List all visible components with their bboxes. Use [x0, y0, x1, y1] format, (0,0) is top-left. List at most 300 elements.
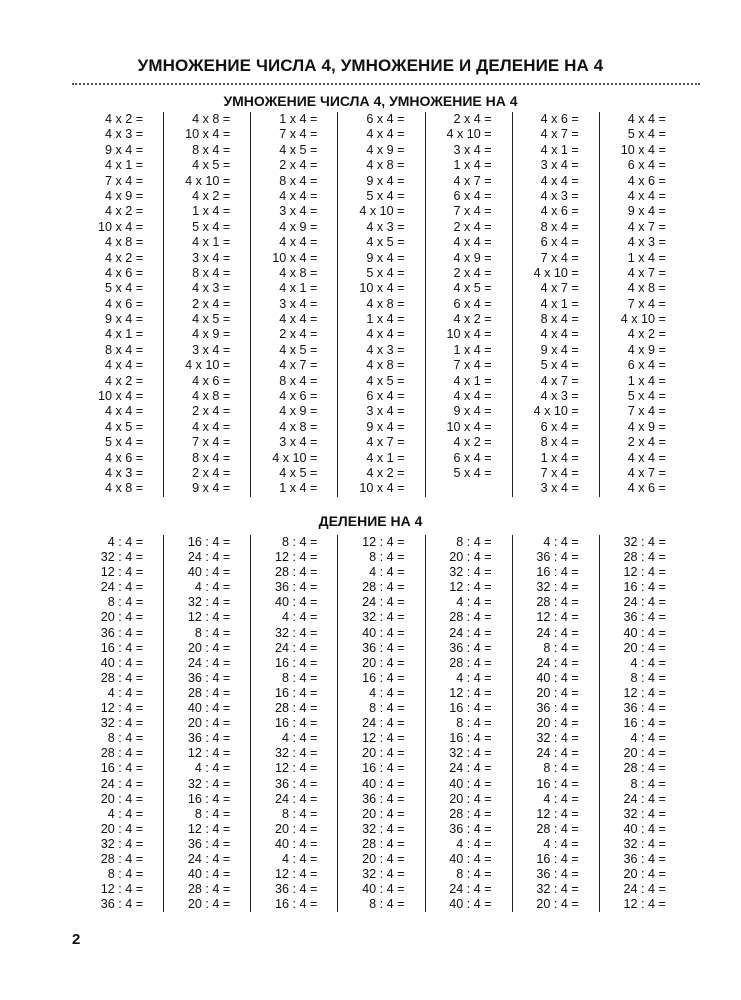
exercise-item: 12 : 4 = — [100, 565, 144, 580]
exercise-item: 16 : 4 = — [362, 761, 405, 776]
exercise-item: 12 : 4 = — [362, 731, 405, 746]
exercise-item: 5 x 4 = — [453, 465, 492, 480]
division-grid — [76, 535, 686, 912]
exercise-item: 4 x 4 = — [192, 419, 231, 434]
exercise-item: 2 x 4 = — [627, 435, 666, 450]
exercise-item: 6 x 4 = — [366, 112, 405, 126]
exercise-item: 4 x 4 = — [279, 188, 318, 203]
exercise-item: 40 : 4 = — [536, 670, 579, 685]
division-heading: ДЕЛЕНИЕ НА 4 — [318, 513, 423, 529]
exercise-item: 8 : 4 = — [456, 535, 492, 549]
exercise-item: 36 : 4 = — [362, 791, 405, 806]
exercise-item: 8 x 4 = — [540, 435, 579, 450]
exercise-item: 9 x 4 = — [540, 342, 579, 357]
exercise-item: 24 : 4 = — [275, 791, 318, 806]
multiplication-column — [512, 112, 599, 497]
exercise-item: 5 x 4 = — [366, 188, 405, 203]
exercise-item: 28 : 4 = — [536, 821, 579, 836]
exercise-item: 6 x 4 = — [540, 235, 579, 250]
exercise-item: 4 x 10 = — [620, 312, 666, 327]
exercise-item: 4 x 2 = — [366, 465, 405, 480]
exercise-item: 4 x 6 = — [104, 450, 144, 465]
exercise-item: 4 x 5 = — [192, 158, 231, 173]
exercise-item: 9 x 4 = — [104, 312, 144, 327]
exercise-item: 4 x 7 = — [627, 265, 666, 280]
exercise-item: 40 : 4 = — [100, 655, 144, 670]
exercise-item: 40 : 4 = — [275, 836, 318, 851]
exercise-item: 4 : 4 = — [282, 610, 318, 625]
exercise-item: 40 : 4 = — [449, 851, 492, 866]
exercise-item: 1 x 4 = — [192, 204, 231, 219]
exercise-item: 4 x 5 = — [279, 465, 318, 480]
exercise-item: 4 x 8 = — [279, 419, 318, 434]
exercise-item: 10 x 4 = — [620, 142, 666, 157]
exercise-item: 5 x 4 = — [627, 127, 666, 142]
exercise-item: 12 : 4 = — [536, 610, 579, 625]
exercise-item: 6 x 4 = — [627, 158, 666, 173]
exercise-item: 32 : 4 = — [536, 882, 579, 897]
exercise-item: 16 : 4 = — [536, 776, 579, 791]
exercise-item: 4 x 2 = — [104, 250, 144, 265]
exercise-item: 4 x 8 = — [366, 158, 405, 173]
exercise-item: 20 : 4 = — [623, 746, 666, 761]
exercise-item: 16 : 4 = — [623, 580, 666, 595]
exercise-item: 1 x 4 = — [279, 481, 318, 496]
exercise-item: 4 x 4 = — [627, 188, 666, 203]
exercise-item: 12 : 4 = — [449, 580, 492, 595]
exercise-item: 28 : 4 = — [275, 701, 318, 716]
exercise-item: 3 x 4 = — [192, 342, 231, 357]
exercise-item: 8 : 4 = — [107, 867, 144, 882]
exercise-item: 4 x 5 = — [279, 342, 318, 357]
exercise-item: 4 x 1 = — [540, 296, 579, 311]
exercise-item: 32 : 4 = — [100, 836, 144, 851]
exercise-item: 1 x 4 = — [279, 112, 318, 126]
exercise-item: 8 : 4 = — [456, 867, 492, 882]
exercise-item: 4 x 7 = — [627, 219, 666, 234]
exercise-item: 5 x 4 = — [540, 358, 579, 373]
exercise-item: 12 : 4 = — [362, 535, 405, 549]
page-number: 2 — [72, 931, 81, 948]
exercise-item: 16 : 4 = — [536, 565, 579, 580]
exercise-item: 6 x 4 = — [366, 389, 405, 404]
exercise-item: 4 x 2 = — [104, 373, 144, 388]
exercise-item: 4 x 10 = — [272, 450, 318, 465]
exercise-item: 8 : 4 = — [543, 761, 579, 776]
exercise-item: 4 : 4 = — [456, 836, 492, 851]
exercise-item: 4 x 1 = — [366, 450, 405, 465]
exercise-item: 20 : 4 = — [623, 640, 666, 655]
multiplication-column — [76, 112, 163, 497]
exercise-item: 32 : 4 = — [362, 821, 405, 836]
exercise-item: 32 : 4 = — [100, 716, 144, 731]
exercise-item: 4 x 6 = — [279, 389, 318, 404]
exercise-item: 24 : 4 = — [449, 761, 492, 776]
exercise-item: 12 : 4 = — [187, 746, 231, 761]
exercise-item: 12 : 4 = — [100, 701, 144, 716]
exercise-item: 9 x 4 = — [453, 404, 492, 419]
exercise-item: 20 : 4 = — [536, 716, 579, 731]
exercise-item: 28 : 4 = — [100, 851, 144, 866]
exercise-item: 36 : 4 = — [536, 550, 579, 565]
exercise-item: 9 x 4 = — [366, 173, 405, 188]
exercise-item: 12 : 4 = — [449, 685, 492, 700]
exercise-item: 1 x 4 = — [453, 158, 492, 173]
exercise-item: 20 : 4 = — [100, 791, 144, 806]
exercise-item: 4 : 4 = — [456, 595, 492, 610]
page-title: УМНОЖЕНИЕ ЧИСЛА 4, УМНОЖЕНИЕ И ДЕЛЕНИЕ НА 4 — [137, 56, 604, 75]
exercise-item: 24 : 4 = — [100, 776, 144, 791]
exercise-item: 20 : 4 = — [362, 851, 405, 866]
exercise-item: 4 x 9 = — [627, 342, 666, 357]
exercise-item: 4 x 10 = — [533, 265, 579, 280]
exercise-item: 4 x 10 = — [185, 358, 231, 373]
exercise-item: 4 x 5 = — [366, 373, 405, 388]
exercise-item: 20 : 4 = — [100, 610, 144, 625]
division-column — [512, 535, 599, 912]
division-column — [250, 535, 337, 912]
exercise-item: 16 : 4 = — [536, 851, 579, 866]
exercise-item: 4 x 7 = — [540, 281, 579, 296]
multiplication-column — [425, 112, 512, 497]
exercise-item: 4 x 9 = — [366, 142, 405, 157]
exercise-item: 20 : 4 = — [449, 550, 492, 565]
exercise-item: 36 : 4 = — [536, 701, 579, 716]
exercise-item: 24 : 4 = — [187, 550, 231, 565]
exercise-item: 40 : 4 = — [187, 701, 231, 716]
exercise-item: 4 x 4 = — [279, 312, 318, 327]
exercise-item: 4 x 4 = — [627, 450, 666, 465]
exercise-item: 2 x 4 = — [279, 327, 318, 342]
exercise-item: 40 : 4 = — [362, 776, 405, 791]
exercise-item: 8 x 4 = — [279, 173, 318, 188]
exercise-item: 4 x 8 = — [104, 481, 144, 496]
exercise-item: 4 x 3 = — [192, 281, 231, 296]
exercise-item: 4 x 4 = — [366, 127, 405, 142]
exercise-item: 12 : 4 = — [275, 867, 318, 882]
exercise-item: 9 x 4 = — [366, 419, 405, 434]
exercise-item: 4 x 4 = — [104, 404, 144, 419]
division-column — [76, 535, 163, 912]
exercise-item: 4 x 8 = — [366, 358, 405, 373]
exercise-item: 3 x 4 = — [366, 404, 405, 419]
exercise-item: 10 x 4 = — [272, 250, 318, 265]
exercise-item: 4 x 8 = — [627, 281, 666, 296]
exercise-item: 40 : 4 = — [362, 625, 405, 640]
exercise-item: 2 x 4 = — [453, 112, 492, 126]
exercise-item: 32 : 4 = — [275, 625, 318, 640]
exercise-item: 4 x 3 = — [104, 127, 144, 142]
exercise-item: 36 : 4 = — [100, 897, 144, 912]
exercise-item: 4 x 3 = — [627, 235, 666, 250]
exercise-item: 8 x 4 = — [279, 373, 318, 388]
exercise-item: 4 x 6 = — [192, 373, 231, 388]
multiplication-column — [250, 112, 337, 497]
exercise-item: 32 : 4 = — [623, 535, 666, 549]
exercise-item: 2 x 4 = — [192, 465, 231, 480]
exercise-item: 4 x 7 = — [540, 373, 579, 388]
exercise-item: 6 x 4 = — [453, 296, 492, 311]
exercise-item: 12 : 4 = — [187, 610, 231, 625]
exercise-item: 3 x 4 = — [192, 250, 231, 265]
exercise-item: 16 : 4 = — [275, 897, 318, 912]
exercise-item: 28 : 4 = — [449, 806, 492, 821]
exercise-item: 28 : 4 = — [362, 580, 405, 595]
exercise-item: 36 : 4 = — [100, 625, 144, 640]
exercise-item: 1 x 4 = — [453, 342, 492, 357]
exercise-item: 4 x 9 = — [279, 219, 318, 234]
exercise-item: 9 x 4 = — [366, 250, 405, 265]
exercise-item: 4 : 4 = — [282, 851, 318, 866]
exercise-item: 10 x 4 = — [446, 419, 492, 434]
exercise-item: 6 x 4 = — [453, 188, 492, 203]
exercise-item: 1 x 4 = — [540, 450, 579, 465]
exercise-item: 20 : 4 = — [362, 746, 405, 761]
exercise-item: 10 x 4 = — [185, 127, 231, 142]
exercise-item: 28 : 4 = — [100, 670, 144, 685]
exercise-item: 40 : 4 = — [187, 867, 231, 882]
exercise-item: 3 x 4 = — [279, 296, 318, 311]
exercise-item: 24 : 4 = — [623, 595, 666, 610]
exercise-item: 4 x 10 = — [185, 173, 231, 188]
exercise-item: 4 : 4 = — [369, 565, 405, 580]
exercise-item: 4 x 6 = — [627, 481, 666, 496]
exercise-item: 4 x 4 = — [279, 235, 318, 250]
exercise-item: 2 x 4 = — [453, 265, 492, 280]
exercise-item: 8 : 4 = — [194, 806, 231, 821]
exercise-item: 4 : 4 = — [107, 685, 144, 700]
exercise-item: 32 : 4 = — [536, 580, 579, 595]
exercise-item: 24 : 4 = — [449, 882, 492, 897]
exercise-item: 4 : 4 = — [369, 685, 405, 700]
exercise-item: 4 x 5 = — [192, 312, 231, 327]
exercise-item: 4 : 4 = — [282, 731, 318, 746]
exercise-item: 24 : 4 = — [187, 851, 231, 866]
exercise-item: 8 : 4 = — [282, 670, 318, 685]
exercise-item: 8 : 4 = — [282, 806, 318, 821]
exercise-item: 36 : 4 = — [623, 851, 666, 866]
exercise-item: 7 x 4 = — [104, 173, 144, 188]
exercise-item: 36 : 4 = — [187, 836, 231, 851]
multiplication-column — [163, 112, 250, 497]
exercise-item: 20 : 4 = — [187, 897, 231, 912]
exercise-item: 12 : 4 = — [275, 550, 318, 565]
exercise-item: 4 x 7 = — [279, 358, 318, 373]
exercise-item: 8 : 4 = — [369, 897, 405, 912]
exercise-item: 8 x 4 = — [540, 312, 579, 327]
dotted-divider — [72, 83, 700, 85]
exercise-item: 12 : 4 = — [275, 761, 318, 776]
exercise-item: 20 : 4 = — [449, 791, 492, 806]
exercise-item: 24 : 4 = — [100, 580, 144, 595]
exercise-item: 24 : 4 = — [536, 746, 579, 761]
exercise-item: 4 x 7 = — [453, 173, 492, 188]
multiplication-heading: УМНОЖЕНИЕ ЧИСЛА 4, УМНОЖЕНИЕ НА 4 — [223, 93, 518, 109]
exercise-item: 36 : 4 = — [187, 731, 231, 746]
exercise-item: 4 : 4 = — [194, 761, 231, 776]
exercise-item: 4 x 6 = — [627, 173, 666, 188]
exercise-item: 4 x 4 = — [366, 327, 405, 342]
exercise-item: 24 : 4 = — [623, 791, 666, 806]
exercise-item: 4 x 8 = — [104, 235, 144, 250]
exercise-item: 8 : 4 = — [282, 535, 318, 549]
exercise-item: 12 : 4 = — [100, 882, 144, 897]
exercise-item: 12 : 4 = — [187, 821, 231, 836]
exercise-item: 4 x 3 = — [366, 219, 405, 234]
exercise-item: 32 : 4 = — [623, 836, 666, 851]
exercise-item: 7 x 4 = — [453, 204, 492, 219]
exercise-item: 5 x 4 = — [366, 265, 405, 280]
exercise-item: 4 x 9 = — [279, 404, 318, 419]
exercise-item: 12 : 4 = — [623, 685, 666, 700]
exercise-item: 9 x 4 = — [192, 481, 231, 496]
exercise-item: 6 x 4 = — [453, 450, 492, 465]
exercise-item: 4 x 3 = — [540, 188, 579, 203]
exercise-item: 36 : 4 = — [275, 580, 318, 595]
exercise-item: 4 x 1 = — [192, 235, 231, 250]
division-column — [425, 535, 512, 912]
exercise-item: 16 : 4 = — [187, 535, 231, 549]
exercise-item: 4 x 4 = — [540, 173, 579, 188]
exercise-item: 7 x 4 = — [192, 435, 231, 450]
exercise-item: 36 : 4 = — [187, 670, 231, 685]
exercise-item: 16 : 4 = — [275, 716, 318, 731]
exercise-item: 40 : 4 = — [449, 897, 492, 912]
exercise-item: 24 : 4 = — [536, 655, 579, 670]
exercise-item: 4 x 6 = — [540, 204, 579, 219]
exercise-item: 1 x 4 = — [366, 312, 405, 327]
exercise-item: 24 : 4 = — [623, 882, 666, 897]
exercise-item: 32 : 4 = — [449, 746, 492, 761]
exercise-item: 4 x 8 = — [192, 112, 231, 126]
exercise-item: 28 : 4 = — [187, 685, 231, 700]
exercise-item: 6 x 4 = — [540, 419, 579, 434]
exercise-item: 4 x 1 = — [279, 281, 318, 296]
exercise-item: 16 : 4 = — [449, 701, 492, 716]
exercise-item: 24 : 4 = — [362, 716, 405, 731]
exercise-item: 36 : 4 = — [449, 640, 492, 655]
exercise-item: 16 : 4 = — [275, 685, 318, 700]
exercise-item: 16 : 4 = — [275, 655, 318, 670]
exercise-item: 4 x 7 = — [366, 435, 405, 450]
exercise-item: 32 : 4 = — [275, 746, 318, 761]
exercise-item: 1 x 4 = — [627, 373, 666, 388]
exercise-item: 4 x 8 = — [366, 296, 405, 311]
exercise-item: 28 : 4 = — [449, 610, 492, 625]
exercise-item: 4 x 10 = — [533, 404, 579, 419]
exercise-item: 20 : 4 = — [362, 655, 405, 670]
exercise-item: 24 : 4 = — [449, 625, 492, 640]
exercise-item: 20 : 4 = — [623, 867, 666, 882]
exercise-item: 10 x 4 = — [97, 219, 144, 234]
exercise-item: 32 : 4 = — [623, 806, 666, 821]
exercise-item: 4 : 4 = — [630, 655, 666, 670]
exercise-item: 5 x 4 = — [627, 389, 666, 404]
exercise-item: 28 : 4 = — [362, 836, 405, 851]
exercise-item: 4 : 4 = — [543, 836, 579, 851]
exercise-item: 28 : 4 = — [100, 746, 144, 761]
exercise-item: 4 x 2 = — [104, 204, 144, 219]
exercise-item: 36 : 4 = — [362, 640, 405, 655]
exercise-item: 40 : 4 = — [187, 565, 231, 580]
exercise-item: 8 x 4 = — [104, 342, 144, 357]
exercise-item: 8 x 4 = — [192, 142, 231, 157]
exercise-item: 10 x 4 = — [446, 327, 492, 342]
exercise-item: 8 x 4 = — [192, 450, 231, 465]
exercise-item: 8 : 4 = — [107, 595, 144, 610]
exercise-item: 4 x 3 = — [540, 389, 579, 404]
exercise-item: 2 x 4 = — [279, 158, 318, 173]
exercise-item: 4 x 7 = — [540, 127, 579, 142]
exercise-item: 32 : 4 = — [536, 731, 579, 746]
exercise-item: 4 x 6 = — [104, 265, 144, 280]
exercise-item: 4 x 9 = — [453, 250, 492, 265]
exercise-item: 12 : 4 = — [623, 565, 666, 580]
exercise-item: 3 x 4 = — [540, 481, 579, 496]
exercise-item: 36 : 4 = — [536, 867, 579, 882]
exercise-item: 32 : 4 = — [449, 565, 492, 580]
exercise-item: 20 : 4 = — [275, 821, 318, 836]
exercise-item: 4 x 5 = — [279, 142, 318, 157]
exercise-item: 4 x 7 = — [627, 465, 666, 480]
division-column — [163, 535, 250, 912]
exercise-item: 36 : 4 = — [449, 821, 492, 836]
division-column — [337, 535, 424, 912]
exercise-item: 4 x 9 = — [627, 419, 666, 434]
exercise-item: 4 : 4 = — [107, 535, 144, 549]
exercise-item: 28 : 4 = — [187, 882, 231, 897]
exercise-item: 8 : 4 = — [194, 625, 231, 640]
exercise-item: 24 : 4 = — [187, 655, 231, 670]
exercise-item: 5 x 4 = — [104, 281, 144, 296]
exercise-item: 4 x 9 = — [192, 327, 231, 342]
exercise-item: 16 : 4 = — [187, 791, 231, 806]
exercise-item: 8 x 4 = — [540, 219, 579, 234]
exercise-item: 4 x 2 = — [453, 312, 492, 327]
exercise-item: 4 x 1 = — [104, 327, 144, 342]
exercise-item: 9 x 4 = — [627, 204, 666, 219]
exercise-item: 4 x 5 = — [104, 419, 144, 434]
exercise-item: 20 : 4 = — [536, 897, 579, 912]
exercise-item: 16 : 4 = — [623, 716, 666, 731]
exercise-item: 7 x 4 = — [627, 296, 666, 311]
exercise-item: 8 : 4 = — [107, 731, 144, 746]
exercise-item: 28 : 4 = — [536, 595, 579, 610]
exercise-item: 28 : 4 = — [275, 565, 318, 580]
exercise-item: 40 : 4 = — [449, 776, 492, 791]
exercise-item: 10 x 4 = — [359, 481, 405, 496]
exercise-item: 32 : 4 = — [362, 610, 405, 625]
exercise-item: 40 : 4 = — [275, 595, 318, 610]
exercise-item: 4 x 1 = — [540, 142, 579, 157]
exercise-item: 5 x 4 = — [104, 435, 144, 450]
exercise-item: 12 : 4 = — [623, 897, 666, 912]
exercise-item: 9 x 4 = — [104, 142, 144, 157]
exercise-item: 36 : 4 = — [623, 610, 666, 625]
exercise-item: 4 x 8 = — [192, 389, 231, 404]
exercise-item: 4 x 3 = — [366, 342, 405, 357]
exercise-item: 24 : 4 = — [275, 640, 318, 655]
exercise-item: 4 : 4 = — [630, 731, 666, 746]
exercise-item: 16 : 4 = — [362, 670, 405, 685]
exercise-item: 8 : 4 = — [456, 716, 492, 731]
exercise-item: 36 : 4 = — [623, 701, 666, 716]
exercise-item: 4 x 2 = — [453, 435, 492, 450]
exercise-item: 4 x 8 = — [279, 265, 318, 280]
exercise-item: 3 x 4 = — [279, 204, 318, 219]
exercise-item: 8 : 4 = — [630, 670, 666, 685]
exercise-item: 8 x 4 = — [192, 265, 231, 280]
